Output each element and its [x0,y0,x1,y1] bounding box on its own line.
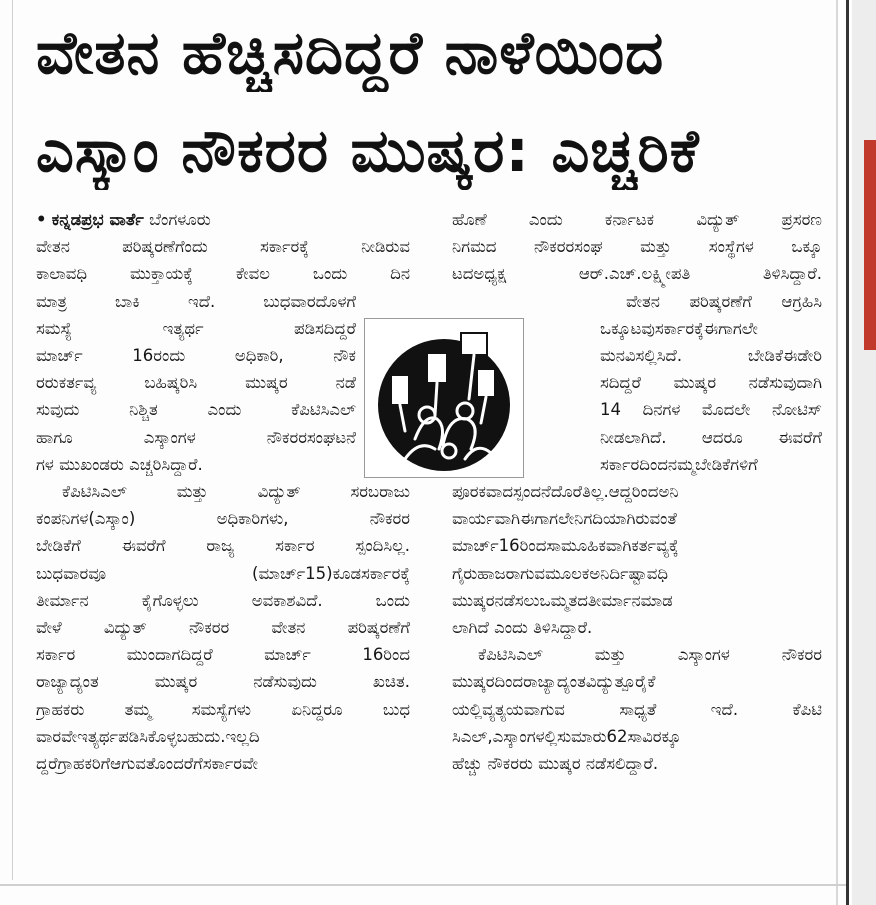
article-line: ಹೆಚ್ಚು ನೌಕರರು ಮುಷ್ಕರ ನಡೆಸಲಿದ್ದಾರೆ. [452,754,659,774]
article-line: ಬುಧವಾರವೂ (ಮಾರ್ಚ್15)ಕೂಡಸರ್ಕಾರಕ್ಕೆ [36,563,410,583]
article-line: ಮುಷ್ಕರದಿಂದರಾಜ್ಯಾದ್ಯಂತವಿದ್ಯುತ್ಪೂರೈಕೆ [452,672,656,692]
article-line: ತೀರ್ಮಾನ ಕೈಗೊಳ್ಳಲು ಅವಕಾಶವಿದೆ. ಒಂದು [36,590,410,610]
article-line: ವಾರ್ಯವಾಗಿಈಗಾಗಲೇನಿಗದಿಯಾಗಿರುವಂತೆ [452,509,677,529]
article-line: ಸಿಎಲ್,ಎಸ್ಕಾಂಗಳಲ್ಲಿಸುಮಾರು62ಸಾವಿರಕ್ಕೂ [452,726,682,746]
article-line: ಒಕ್ಕೂಟವುಸರ್ಕಾರಕ್ಕೆಈಗಾಗಲೇ [600,318,758,338]
article-line: ಯಲ್ಲಿವ್ಯತ್ಯಯವಾಗುವ ಸಾಧ್ಯತೆ ಇದೆ. ಕೆಪಿಟಿ [452,699,822,719]
article-line: ವೇತನ ಪರಿಷ್ಕರಣೆಗೆಂದು ಸರ್ಕಾರಕ್ಕೆ ನೀಡಿರುವ [36,237,410,257]
byline-bullet: • [36,210,47,229]
article-line: ಮುಷ್ಕರನಡೆಸಲುಒಮ್ಮತದತೀರ್ಮಾನಮಾಡ [452,590,673,610]
article-line: ಗೈರುಹಾಜರಾಗುವಮೂಲಕಅನಿರ್ದಿಷ್ಟಾವಧಿ [452,563,669,583]
article-line: ವೇತನ ಪರಿಷ್ಕರಣೆಗೆ ಆಗ್ರಹಿಸಿ [626,291,822,311]
article-line: ಹೊಣೆ ಎಂದು ಕರ್ನಾಟಕ ವಿದ್ಯುತ್ ಪ್ರಸರಣ [452,210,822,229]
article-column-left [36,206,410,777]
article-column-right [452,206,822,777]
article-line: ಮಾರ್ಚ್ 16ರಂದು ಅಧಿಕಾರಿ, ನೌಕ [36,346,356,366]
byline-place: ಬೆಂಗಳೂರು [149,210,211,229]
article-line: ಪೂರಕವಾದಸ್ಪಂದನೆದೊರೆತಿಲ್ಲ.ಆದ್ದರಿಂದಅನಿ [452,482,679,502]
article-line: ಹಾಗೂ ಎಸ್ಕಾಂಗಳ ನೌಕರರಸಂಘಟನೆ [36,427,356,447]
headline-line-2: ಎಸ್ಕಾಂ ನೌಕರರ ಮುಷ್ಕರ: ಎಚ್ಚರಿಕೆ [36,116,700,185]
article-line: ಟದಅಧ್ಯಕ್ಷ ಆರ್.ಎಚ್.ಲಕ್ಷ್ಮೀಪತಿ ತಿಳಿಸಿದ್ದಾರೆ. [452,264,822,284]
article-line: ಮನವಿಸಲ್ಲಿಸಿದೆ. ಬೇಡಿಕೆಈಡೇರಿ [600,346,822,366]
article-line: ವೇಳೆ ವಿದ್ಯುತ್ ನೌಕರರ ವೇತನ ಪರಿಷ್ಕರಣೆಗೆ [36,618,410,638]
article-line: ಮಾರ್ಚ್16ರಿಂದಸಾಮೂಹಿಕವಾಗಿಕರ್ತವ್ಯಕ್ಕೆ [452,536,679,556]
page-edge-shadow [846,0,849,905]
right-margin-rule [836,0,838,905]
article-line: ಬೇಡಿಕೆಗೆ ಈವರೆಗೆ ರಾಜ್ಯ ಸರ್ಕಾರ ಸ್ಪಂದಿಸಿಲ್ಲ. [36,536,410,556]
article-line: ರಾಜ್ಯಾದ್ಯಂತ ಮುಷ್ಕರ ನಡೆಸುವುದು ಖಚಿತ. [36,672,410,692]
article-line: ಗ್ರಾಹಕರು ತಮ್ಮ ಸಮಸ್ಯೆಗಳು ಏನಿದ್ದರೂ ಬುಧ [36,699,410,719]
headline-line-1: ವೇತನ ಹೆಚ್ಚಿಸದಿದ್ದರೆ ನಾಳೆಯಿಂದ [36,18,665,87]
page-edge-accent [864,140,876,350]
article-line: ಸುವುದು ನಿಶ್ಚಿತ ಎಂದು ಕೆಪಿಟಿಸಿಎಲ್ [36,400,356,420]
article-line: ಸರ್ಕಾರ ಮುಂದಾಗದಿದ್ದರೆ ಮಾರ್ಚ್ 16ರಿಂದ [36,645,410,665]
byline-source: ಕನ್ನಡಪ್ರಭ ವಾರ್ತೆ [51,210,144,229]
left-margin-rule [12,0,13,880]
article-line: ಲಾಗಿದೆ ಎಂದು ತಿಳಿಸಿದ್ದಾರೆ. [452,618,593,638]
article-line: ಸಮಸ್ಯೆ ಇತ್ಯರ್ಥ ಪಡಿಸದಿದ್ದರೆ [36,318,356,338]
article-line: ನೀಡಲಾಗಿದೆ. ಆದರೂ ಈವರೆಗೆ [600,427,822,447]
article-line: ನಿಗಮದ ನೌಕರರಸಂಘ ಮತ್ತು ಸಂಸ್ಥೆಗಳ ಒಕ್ಕೂ [452,237,822,257]
article-line: ದ್ದರೆಗ್ರಾಹಕರಿಗೆಆಗುವತೊಂದರೆಗೆಸರ್ಕಾರವೇ [36,754,259,774]
article-line: ಕೆಪಿಟಿಸಿಎಲ್ ಮತ್ತು ವಿದ್ಯುತ್ ಸರಬರಾಜು [62,482,410,502]
bottom-rule [0,884,846,886]
article-line: ಕೆಪಿಟಿಸಿಎಲ್ ಮತ್ತು ಎಸ್ಕಾಂಗಳ ನೌಕರರ [478,645,822,665]
article-line: ಕಾಲಾವಧಿ ಮುಕ್ತಾಯಕ್ಕೆ ಕೇವಲ ಒಂದು ದಿನ [36,264,410,284]
article-line: ಗಳ ಮುಖಂಡರು ಎಚ್ಚರಿಸಿದ್ದಾರೆ. [36,454,203,474]
article-line: ಮಾತ್ರ ಬಾಕಿ ಇದೆ. ಬುಧವಾರದೊಳಗೆ [36,291,356,311]
byline [36,206,410,233]
page-edge [852,0,876,905]
article-line: ಕಂಪನಿಗಳ(ಎಸ್ಕಾಂ) ಅಧಿಕಾರಿಗಳು, ನೌಕರರ [36,509,410,529]
article-line: ಸದಿದ್ದರೆ ಮುಷ್ಕರ ನಡೆಸುವುದಾಗಿ [600,373,822,393]
article-line: 14 ದಿನಗಳ ಮೊದಲೇ ನೋಟಿಸ್ [600,400,822,420]
article-line: ರರುಕರ್ತವ್ಯ ಬಹಿಷ್ಕರಿಸಿ ಮುಷ್ಕರ ನಡೆ [36,373,356,393]
article-line: ಸರ್ಕಾರದಿಂದನಮ್ಮಬೇಡಿಕೆಗಳಿಗೆ [600,454,758,474]
article-line: ವಾರವೇಇತ್ಯರ್ಥಪಡಿಸಿಕೊಳ್ಳಬಹುದು.ಇಲ್ಲದಿ [36,726,260,746]
